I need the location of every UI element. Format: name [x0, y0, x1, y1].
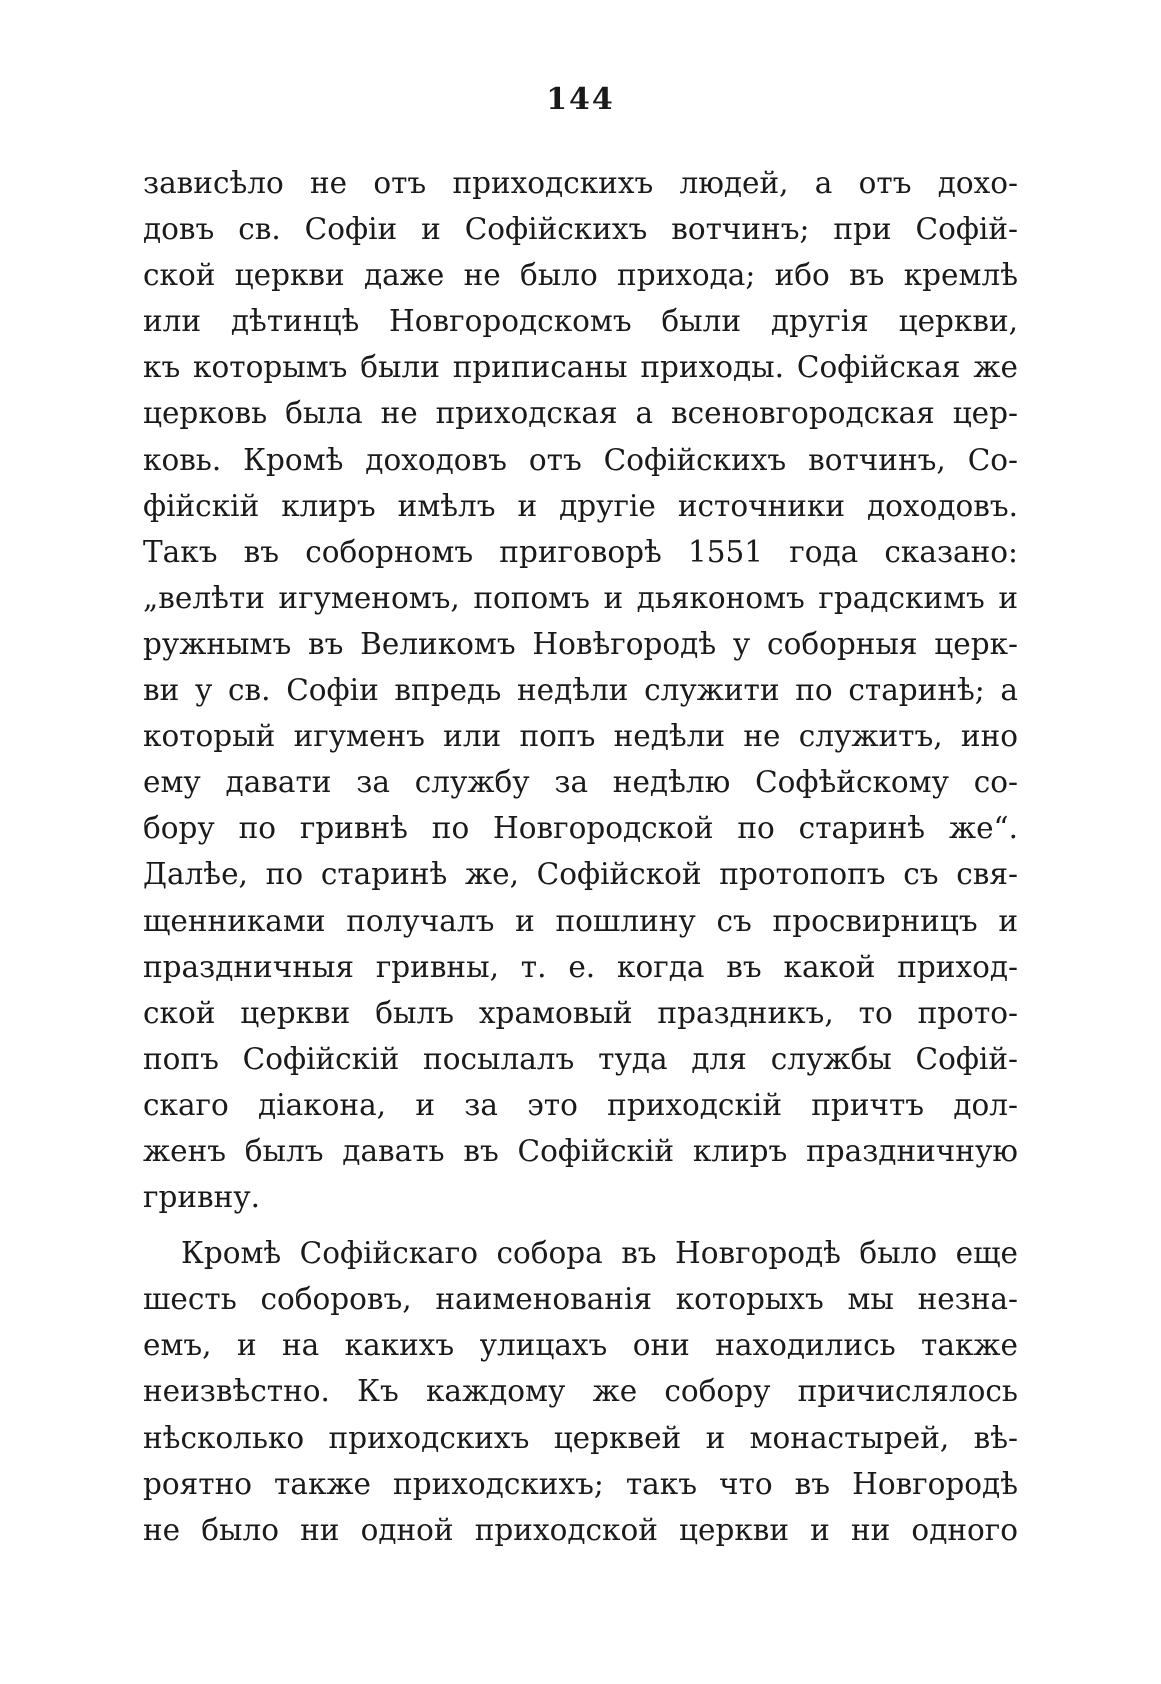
text-line: праздничныя гривны, т. е. когда въ какой приход- — [143, 949, 1018, 984]
text-line: къ которымъ были приписаны приходы. Софійская же — [143, 350, 1018, 385]
text-line: не было ни одной приходской церкви и ни одного — [143, 1512, 1018, 1547]
text-line: ковь. Кромѣ доходовъ отъ Софійскихъ вотчинъ, Со- — [143, 442, 1018, 477]
text-line: фійскій клиръ имѣлъ и другіе источники доходовъ. — [143, 488, 1018, 523]
text-line: довъ св. Софіи и Софійскихъ вотчинъ; при Софій- — [143, 212, 1018, 247]
text-line: ему давати за службу за недѣлю Софѣйскому со- — [143, 765, 1018, 800]
text-line: или дѣтинцѣ Новгородскомъ были другія церкви, — [143, 304, 1018, 339]
text-line: „велѣти игуменомъ, попомъ и дьякономъ градскимъ и — [143, 580, 1018, 615]
text-line: неизвѣстно. Къ каждому же собору причислялось — [143, 1374, 1018, 1409]
text-line: ружнымъ въ Великомъ Новѣгородѣ у соборныя церк- — [143, 626, 1018, 661]
text-line: который игуменъ или попъ недѣли не служитъ, ино — [143, 719, 1018, 754]
text-line: зависѣло не отъ приходскихъ людей, а отъ дохо- — [143, 166, 1018, 200]
paragraph-gap — [143, 1220, 1018, 1230]
body-text — [143, 160, 1018, 1553]
text-line: попъ Софійскій посылалъ туда для службы Софій- — [143, 1041, 1018, 1076]
text-line: ской церкви даже не было прихода; ибо въ кремлѣ — [143, 258, 1018, 293]
text-line: бору по гривнѣ по Новгородской по старинѣ же“. — [143, 811, 1018, 846]
text-line: щенниками получалъ и пошлину съ просвирницъ и — [143, 903, 1018, 938]
text-line: церковь была не приходская а всеновгородская цер- — [143, 396, 1018, 431]
paragraph-1 — [143, 160, 1018, 1220]
text-line: Такъ въ соборномъ приговорѣ 1551 года сказано: — [143, 534, 1018, 569]
text-line: ской церкви былъ храмовый праздникъ, то прото- — [143, 995, 1018, 1030]
text-line: Кромѣ Софійскаго собора въ Новгородѣ было еще — [181, 1236, 1018, 1271]
paragraph-2 — [143, 1230, 1018, 1553]
text-line: женъ былъ давать въ Софійскій клиръ праздничную — [143, 1133, 1018, 1168]
text-line: ви у св. Софіи впредь недѣли служити по старинѣ; а — [143, 673, 1018, 708]
text-line: гривну. — [143, 1180, 261, 1215]
text-line: шесть соборовъ, наименованія которыхъ мы незна- — [143, 1282, 1018, 1317]
text-line: скаго діакона, и за это приходскій причтъ дол- — [143, 1087, 1018, 1122]
text-line: роятно также приходскихъ; такъ что въ Новгородѣ — [143, 1466, 1018, 1501]
text-line: Далѣе, по старинѣ же, Софійской протопопъ съ свя- — [143, 857, 1018, 892]
text-line: нѣсколько приходскихъ церквей и монастырей, вѣ- — [143, 1420, 1018, 1455]
page-number: 144 — [546, 82, 615, 117]
text-line: емъ, и на какихъ улицахъ они находились также — [143, 1328, 1018, 1363]
